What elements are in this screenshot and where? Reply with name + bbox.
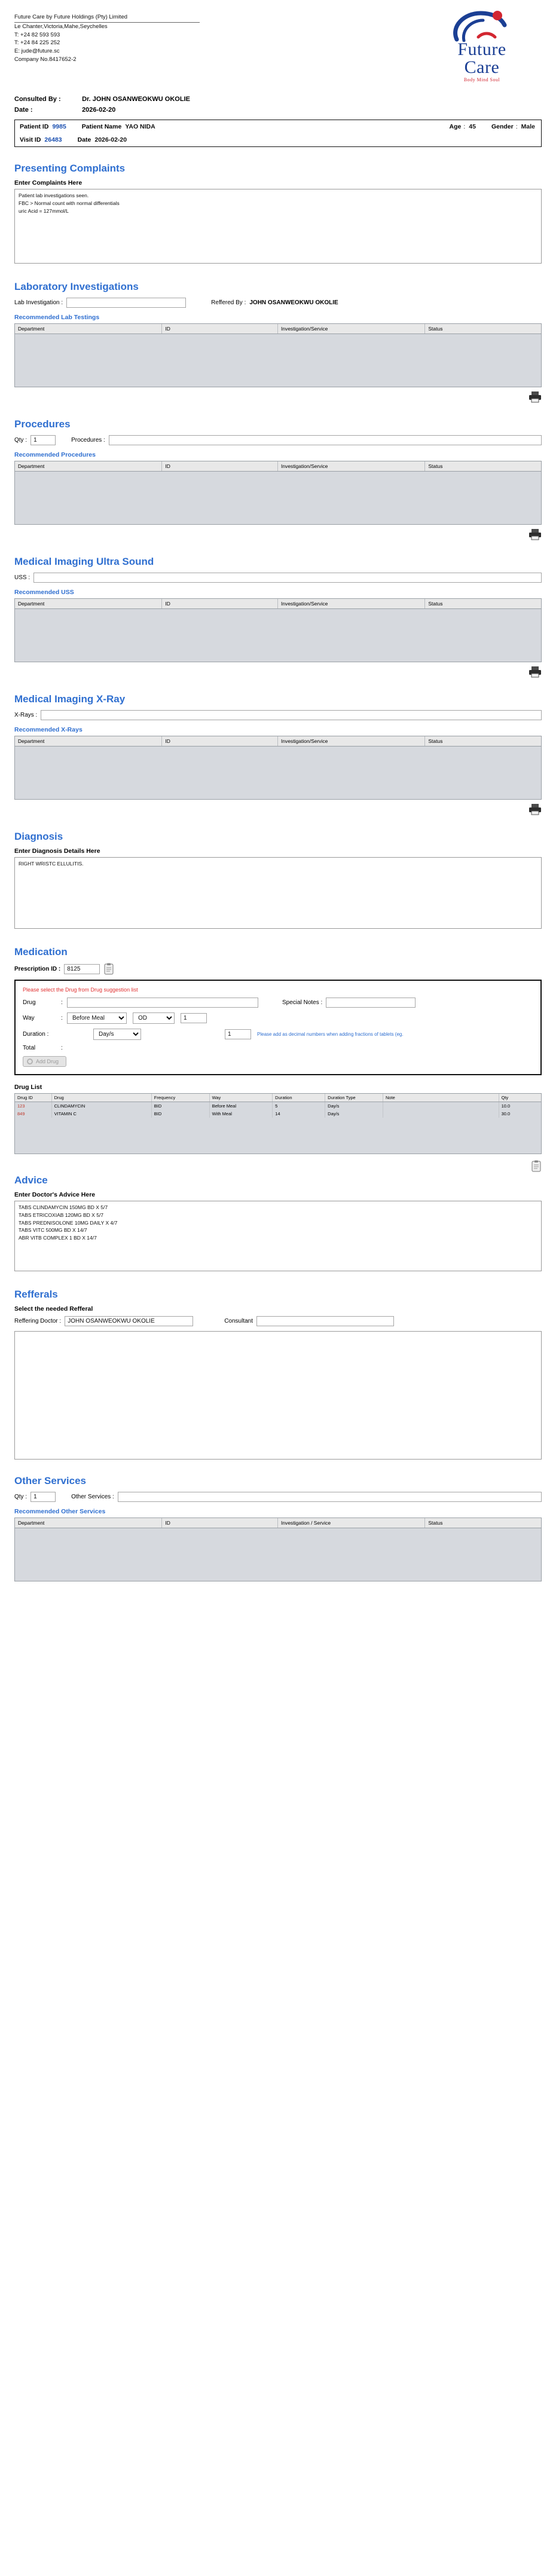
dl-col-drugid: Drug ID: [15, 1094, 52, 1102]
consulted-by-row: Consulted By : Dr. JOHN OSANWEOKWU OKOLIE: [14, 96, 190, 103]
os-col-department: Department: [15, 1518, 162, 1528]
diagnosis-subtitle: Enter Diagnosis Details Here: [14, 848, 100, 855]
clipboard-icon[interactable]: [531, 1160, 542, 1172]
complaints-subtitle: Enter Complaints Here: [14, 179, 83, 186]
other-services-input[interactable]: [118, 1492, 542, 1502]
uss-col-status: Status: [428, 601, 443, 607]
row-qty: 30.0: [501, 1111, 511, 1116]
dl-col-duration: Duration: [273, 1094, 325, 1102]
other-services-qty-label: Qty :: [14, 1494, 28, 1500]
special-notes-label: Special Notes :: [282, 999, 323, 1006]
proc-col-status: Status: [428, 463, 443, 469]
proc-col-department: Department: [15, 461, 162, 471]
lab-investigation-input[interactable]: [66, 298, 186, 308]
drug-list-header: [15, 1094, 541, 1102]
visit-id-label: Visit ID: [20, 136, 41, 143]
way-select[interactable]: [67, 1012, 127, 1024]
lab-results-grid: [14, 323, 542, 387]
dl-col-qty: Qty: [501, 1095, 509, 1100]
section-title-referrals: Refferals: [14, 1289, 58, 1300]
way-label: Way: [23, 1015, 35, 1021]
patient-name-label: Patient Name: [81, 123, 122, 130]
print-icon[interactable]: [528, 803, 542, 815]
drug-selection-warning: Please select the Drug from Drug suggestion list: [23, 987, 138, 993]
drug-label: Drug: [23, 999, 36, 1006]
other-services-label: Other Services :: [71, 1494, 114, 1500]
row-note: [383, 1102, 499, 1110]
referring-doctor-input[interactable]: [65, 1316, 193, 1326]
section-title-procedures: Procedures: [14, 418, 71, 430]
dl-col-note: Note: [383, 1094, 499, 1102]
diagnosis-textarea[interactable]: [14, 857, 542, 929]
consultant-input[interactable]: [256, 1316, 394, 1326]
visit-date-value: 2026-02-20: [94, 136, 127, 143]
procedures-input[interactable]: [109, 435, 542, 445]
proc-col-investigation: Investigation/Service: [278, 461, 425, 471]
xray-grid-body[interactable]: [15, 747, 541, 799]
clipboard-icon[interactable]: [103, 963, 114, 975]
print-icon[interactable]: [528, 528, 542, 540]
drug-row: Drug : Special Notes :: [23, 998, 533, 1008]
xray-col-investigation: Investigation/Service: [278, 736, 425, 746]
uss-col-investigation: Investigation/Service: [278, 599, 425, 608]
os-col-id: ID: [162, 1518, 278, 1528]
row-drug-name: VITAMIN C: [52, 1110, 152, 1118]
xray-grid-header: [15, 736, 541, 747]
xray-input[interactable]: [41, 710, 542, 720]
advice-subtitle: Enter Doctor's Advice Here: [14, 1191, 96, 1198]
row-note: [383, 1110, 499, 1118]
other-services-grid: [14, 1518, 542, 1581]
total-row: Total :: [23, 1045, 63, 1051]
section-title-other-services: Other Services: [14, 1475, 87, 1486]
lab-col-id: ID: [162, 324, 278, 334]
recommended-lab-label: Recommended Lab Testings: [14, 314, 100, 321]
frequency-select[interactable]: [133, 1012, 175, 1024]
procedures-grid-header: [15, 461, 541, 472]
clinic-tel-1: T: +24 82 593 593: [14, 31, 60, 38]
referrals-panel[interactable]: [14, 1331, 542, 1460]
section-title-diagnosis: Diagnosis: [14, 831, 63, 842]
consultation-info: [0, 88, 556, 114]
patient-info-bar: Patient ID 9985 Patient Name YAO NIDA Visit ID 26483 Date 2026-02-20 Age : 45 Gender : Male: [14, 120, 542, 147]
consult-date-row: Date : 2026-02-20: [14, 106, 116, 114]
plus-circle-icon: [27, 1058, 33, 1064]
referred-by-value: JOHN OSANWEOKWU OKOLIE: [249, 299, 338, 306]
section-title-lab: Laboratory Investigations: [14, 281, 139, 292]
row-drug-name: CLINDAMYCIN: [52, 1102, 152, 1110]
section-title-xray: Medical Imaging X-Ray: [14, 693, 126, 705]
section-title-complaints: Presenting Complaints: [14, 163, 126, 174]
procedures-label: Procedures :: [71, 437, 105, 443]
gender-label: Gender: [491, 123, 514, 130]
recommended-procedures-label: Recommended Procedures: [14, 451, 96, 458]
print-icon[interactable]: [528, 391, 542, 403]
row-way: Before Meal: [210, 1102, 273, 1110]
duration-label: Duration :: [23, 1031, 49, 1038]
patient-id-value: 9985: [52, 123, 66, 130]
referrals-subtitle: Select the needed Refferal: [14, 1305, 93, 1313]
clinic-address-block: [14, 10, 200, 64]
procedures-grid: [14, 461, 542, 525]
row-duration-type: Day/s: [325, 1102, 383, 1110]
table-row[interactable]: [15, 1110, 541, 1118]
clinic-email: E: jude@future.sc: [14, 48, 60, 55]
lab-col-investigation: Investigation/Service: [278, 324, 425, 334]
logo-text-care: Care: [464, 57, 500, 77]
add-drug-button[interactable]: [23, 1056, 66, 1067]
drug-input[interactable]: [67, 998, 258, 1008]
medication-entry-panel: [14, 980, 542, 1075]
uss-col-department: Department: [15, 599, 162, 608]
uss-grid-body[interactable]: [15, 609, 541, 662]
page-header: [0, 0, 556, 88]
os-col-investigation: Investigation / Service: [278, 1518, 425, 1528]
uss-grid: [14, 598, 542, 662]
way-row: Way : Before Meal OD 1: [23, 1012, 533, 1024]
recommended-other-services-label: Recommended Other Services: [14, 1508, 106, 1515]
row-duration: 5: [273, 1102, 325, 1110]
other-services-grid-header: [15, 1518, 541, 1528]
lab-col-status: Status: [428, 326, 443, 332]
gender-value: Male: [521, 123, 535, 130]
row-duration-type: Day/s: [325, 1110, 383, 1118]
logo: [422, 10, 542, 82]
drug-list-label: Drug List: [14, 1084, 42, 1091]
patient-row-1: [15, 120, 450, 133]
drug-list-table: [14, 1093, 542, 1154]
prescription-id-row: [14, 963, 542, 975]
recommended-xray-label: Recommended X-Rays: [14, 726, 83, 733]
table-row[interactable]: [15, 1102, 541, 1110]
proc-col-id: ID: [162, 461, 278, 471]
procedures-qty-input[interactable]: [30, 435, 56, 445]
clinic-company-no: Company No.8417652-2: [14, 56, 77, 63]
xray-grid: [14, 736, 542, 800]
referred-by-label: Reffered By :: [211, 299, 246, 306]
procedures-grid-body[interactable]: [15, 472, 541, 524]
uss-col-id: ID: [162, 599, 278, 608]
referring-doctor-label: Reffering Doctor :: [14, 1318, 62, 1324]
other-services-grid-body[interactable]: [15, 1528, 541, 1581]
dl-col-durationtype: Duration Type: [325, 1094, 383, 1102]
xray-col-department: Department: [15, 736, 162, 746]
clinic-address: Le Chanter,Victoria,Mahe,Seychelles: [14, 23, 108, 30]
consulted-by-value: Dr. JOHN OSANWEOKWU OKOLIE: [82, 96, 190, 103]
logo-tagline: Body Mind Soul: [463, 77, 500, 82]
duration-input[interactable]: [225, 1029, 251, 1039]
other-services-qty-input[interactable]: [30, 1492, 56, 1502]
consult-date-value: 2026-02-20: [82, 106, 116, 114]
row-way: With Meal: [210, 1110, 273, 1118]
way-qty-input[interactable]: [181, 1013, 207, 1023]
lab-grid-header: [15, 324, 541, 334]
dl-col-frequency: Frequency: [152, 1094, 210, 1102]
consultant-label: Consultant: [224, 1318, 253, 1324]
logo-text-future: Future: [457, 39, 506, 59]
xray-label: X-Rays :: [14, 712, 38, 718]
section-title-advice: Advice: [14, 1174, 48, 1186]
row-duration: 14: [273, 1110, 325, 1118]
duration-type-select[interactable]: [93, 1029, 141, 1040]
consulted-by-label: Consulted By: [14, 96, 57, 103]
complaints-textarea[interactable]: [14, 189, 542, 264]
section-title-uss: Medical Imaging Ultra Sound: [14, 556, 154, 567]
total-label: Total: [23, 1045, 36, 1051]
row-drug-id: 849: [15, 1110, 52, 1118]
age-label: Age: [449, 123, 462, 130]
recommended-uss-label: Recommended USS: [14, 589, 74, 596]
row-frequency: BID: [152, 1102, 210, 1110]
duration-note: Please add as decimal numbers when adding fractions of tablets (eg.: [257, 1032, 404, 1037]
visit-date-label: Date: [77, 136, 91, 143]
xray-col-status: Status: [428, 738, 443, 744]
uss-label: USS :: [14, 574, 30, 581]
uss-grid-header: [15, 599, 541, 609]
procedures-qty-label: Qty :: [14, 437, 28, 443]
os-col-status: Status: [428, 1520, 443, 1526]
clinic-tel-2: T: +24 84 225 252: [14, 39, 60, 47]
patient-name-value: YAO NIDA: [125, 123, 155, 130]
drug-list-body[interactable]: [15, 1102, 541, 1154]
duration-row: [23, 1029, 533, 1040]
clinic-name: Future Care by Future Holdings (Pty) Limited: [14, 13, 200, 23]
patient-id-label: Patient ID: [20, 123, 49, 130]
lab-grid-body[interactable]: [15, 334, 541, 387]
patient-row-2: [15, 133, 450, 146]
lab-investigation-label: Lab Investigation :: [14, 299, 63, 306]
prescription-id-label: Prescription ID :: [14, 965, 61, 972]
lab-col-department: Department: [15, 324, 162, 334]
dl-col-way: Way: [210, 1094, 273, 1102]
print-icon[interactable]: [528, 666, 542, 678]
uss-input[interactable]: [33, 573, 542, 583]
xray-col-id: ID: [162, 736, 278, 746]
prescription-id-input[interactable]: [64, 964, 100, 974]
row-drug-id: 123: [15, 1102, 52, 1110]
row-frequency: BID: [152, 1110, 210, 1118]
dl-col-drug: Drug: [52, 1094, 152, 1102]
advice-textarea[interactable]: [14, 1201, 542, 1271]
logo-swoosh-icon: [422, 10, 542, 41]
visit-id-value: 26483: [44, 136, 62, 143]
add-drug-label: Add Drug: [36, 1058, 59, 1064]
consult-date-label: Date: [14, 106, 29, 114]
row-qty: 10.0: [501, 1103, 511, 1109]
special-notes-input[interactable]: [326, 998, 416, 1008]
section-title-medication: Medication: [14, 946, 68, 957]
age-value: 45: [469, 123, 476, 130]
